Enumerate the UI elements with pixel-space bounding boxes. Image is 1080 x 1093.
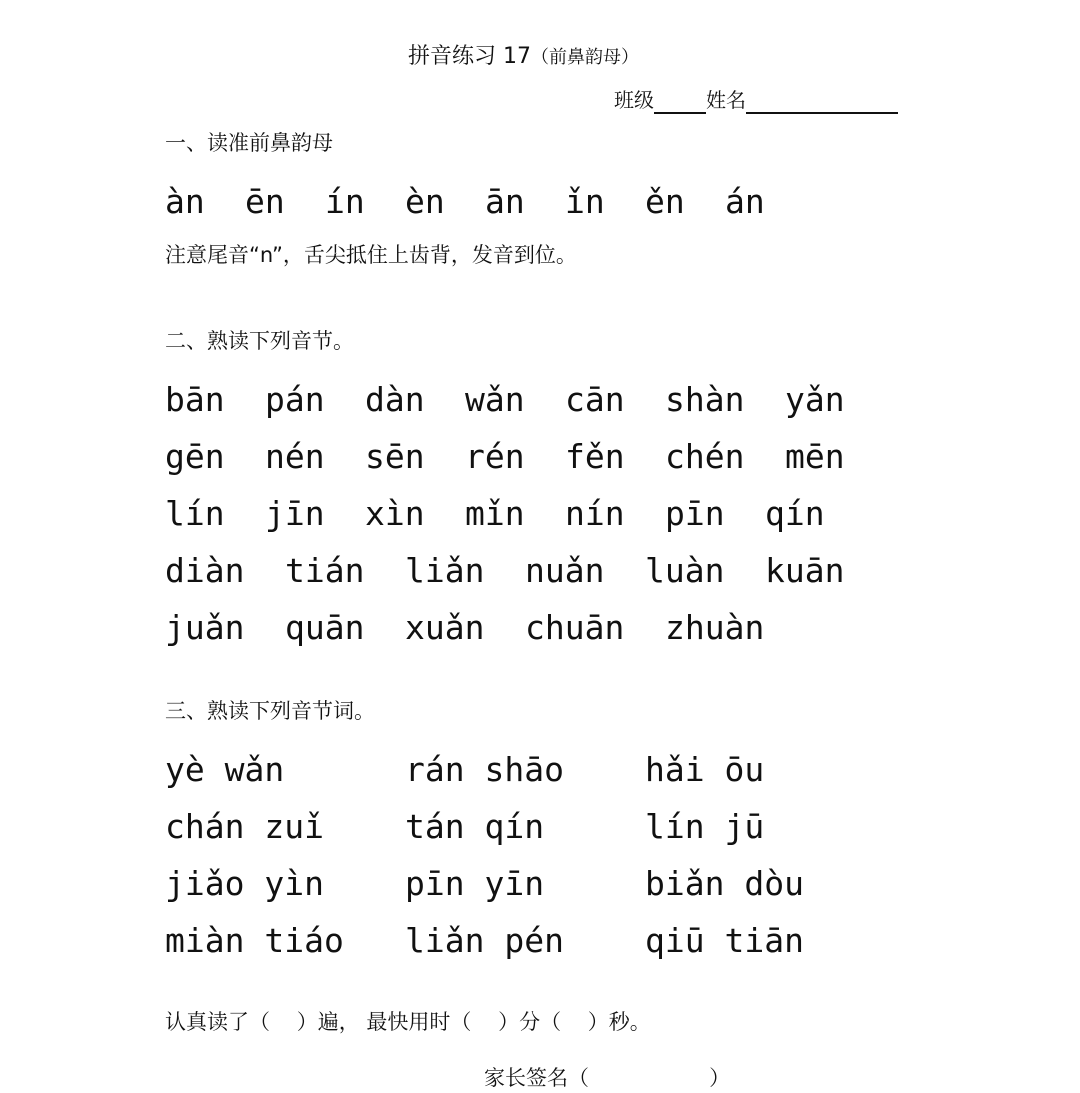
syllable: mǐn bbox=[465, 494, 525, 533]
syllable: bān bbox=[165, 380, 225, 419]
syllable: wǎn bbox=[465, 380, 525, 419]
syllable: juǎn bbox=[165, 608, 245, 647]
pronunciation-note: 注意尾音“n”，舌尖抵住上齿背，发音到位。 bbox=[165, 243, 577, 267]
pinyin-final: ān bbox=[485, 182, 525, 221]
title-main: 拼音练习 17 bbox=[408, 44, 531, 69]
syllable: shàn bbox=[665, 380, 745, 419]
syllable: nín bbox=[565, 494, 625, 533]
pinyin-word: lín jū bbox=[645, 807, 765, 846]
section3-heading: 三、熟读下列音节词。 bbox=[165, 699, 375, 723]
syllable: xuǎn bbox=[405, 608, 485, 647]
pinyin-final: àn bbox=[165, 182, 205, 221]
worksheet-title bbox=[408, 42, 639, 73]
syllable: jīn bbox=[265, 494, 325, 533]
syllable: cān bbox=[565, 380, 625, 419]
pinyin-word: biǎn dòu bbox=[645, 864, 804, 903]
syllable: nén bbox=[265, 437, 325, 476]
class-blank[interactable] bbox=[654, 90, 706, 114]
syllable: kuān bbox=[765, 551, 845, 590]
pinyin-word: yè wǎn bbox=[165, 750, 285, 789]
student-info-row bbox=[614, 86, 898, 114]
syllable: xìn bbox=[365, 494, 425, 533]
practice-record-line: 认真读了（ ）遍， 最快用时（ ）分（ ）秒。 bbox=[165, 1010, 651, 1034]
syllable: nuǎn bbox=[525, 551, 605, 590]
pinyin-word: miàn tiáo bbox=[165, 921, 344, 960]
syllable: tián bbox=[285, 551, 365, 590]
name-label: 姓名 bbox=[706, 88, 746, 112]
pinyin-word: jiǎo yìn bbox=[165, 864, 324, 903]
pinyin-word: chán zuǐ bbox=[165, 807, 324, 846]
syllable: luàn bbox=[645, 551, 725, 590]
pinyin-word: liǎn pén bbox=[405, 921, 564, 960]
syllable: diàn bbox=[165, 551, 245, 590]
syllable: zhuàn bbox=[665, 608, 765, 647]
pinyin-word: rán shāo bbox=[405, 750, 564, 789]
syllable: liǎn bbox=[405, 551, 485, 590]
syllable: mēn bbox=[785, 437, 845, 476]
syllable: quān bbox=[285, 608, 365, 647]
name-blank[interactable] bbox=[746, 90, 898, 114]
syllable: chuān bbox=[525, 608, 625, 647]
syllable: pīn bbox=[665, 494, 725, 533]
pinyin-word: tán qín bbox=[405, 807, 545, 846]
pinyin-final: ěn bbox=[645, 182, 685, 221]
syllable: gēn bbox=[165, 437, 225, 476]
syllable: qín bbox=[765, 494, 825, 533]
syllable: fěn bbox=[565, 437, 625, 476]
title-sub: （前鼻韵母） bbox=[531, 47, 639, 68]
class-label: 班级 bbox=[614, 88, 654, 112]
syllable: dàn bbox=[365, 380, 425, 419]
pinyin-final: ǐn bbox=[565, 182, 605, 221]
pinyin-word: hǎi ōu bbox=[645, 750, 765, 789]
syllable: sēn bbox=[365, 437, 425, 476]
syllable: lín bbox=[165, 494, 225, 533]
pinyin-final: èn bbox=[405, 182, 445, 221]
pinyin-final: án bbox=[725, 182, 765, 221]
pinyin-word: pīn yīn bbox=[405, 864, 545, 903]
pinyin-final: ēn bbox=[245, 182, 285, 221]
syllable: pán bbox=[265, 380, 325, 419]
pinyin-word: qiū tiān bbox=[645, 921, 804, 960]
syllable: rén bbox=[465, 437, 525, 476]
pinyin-final: ín bbox=[325, 182, 365, 221]
section2-heading: 二、熟读下列音节。 bbox=[165, 329, 354, 353]
section1-heading: 一、读准前鼻韵母 bbox=[165, 131, 333, 155]
syllable: yǎn bbox=[785, 380, 845, 419]
syllable: chén bbox=[665, 437, 745, 476]
parent-signature-line: 家长签名（ ） bbox=[484, 1066, 731, 1090]
